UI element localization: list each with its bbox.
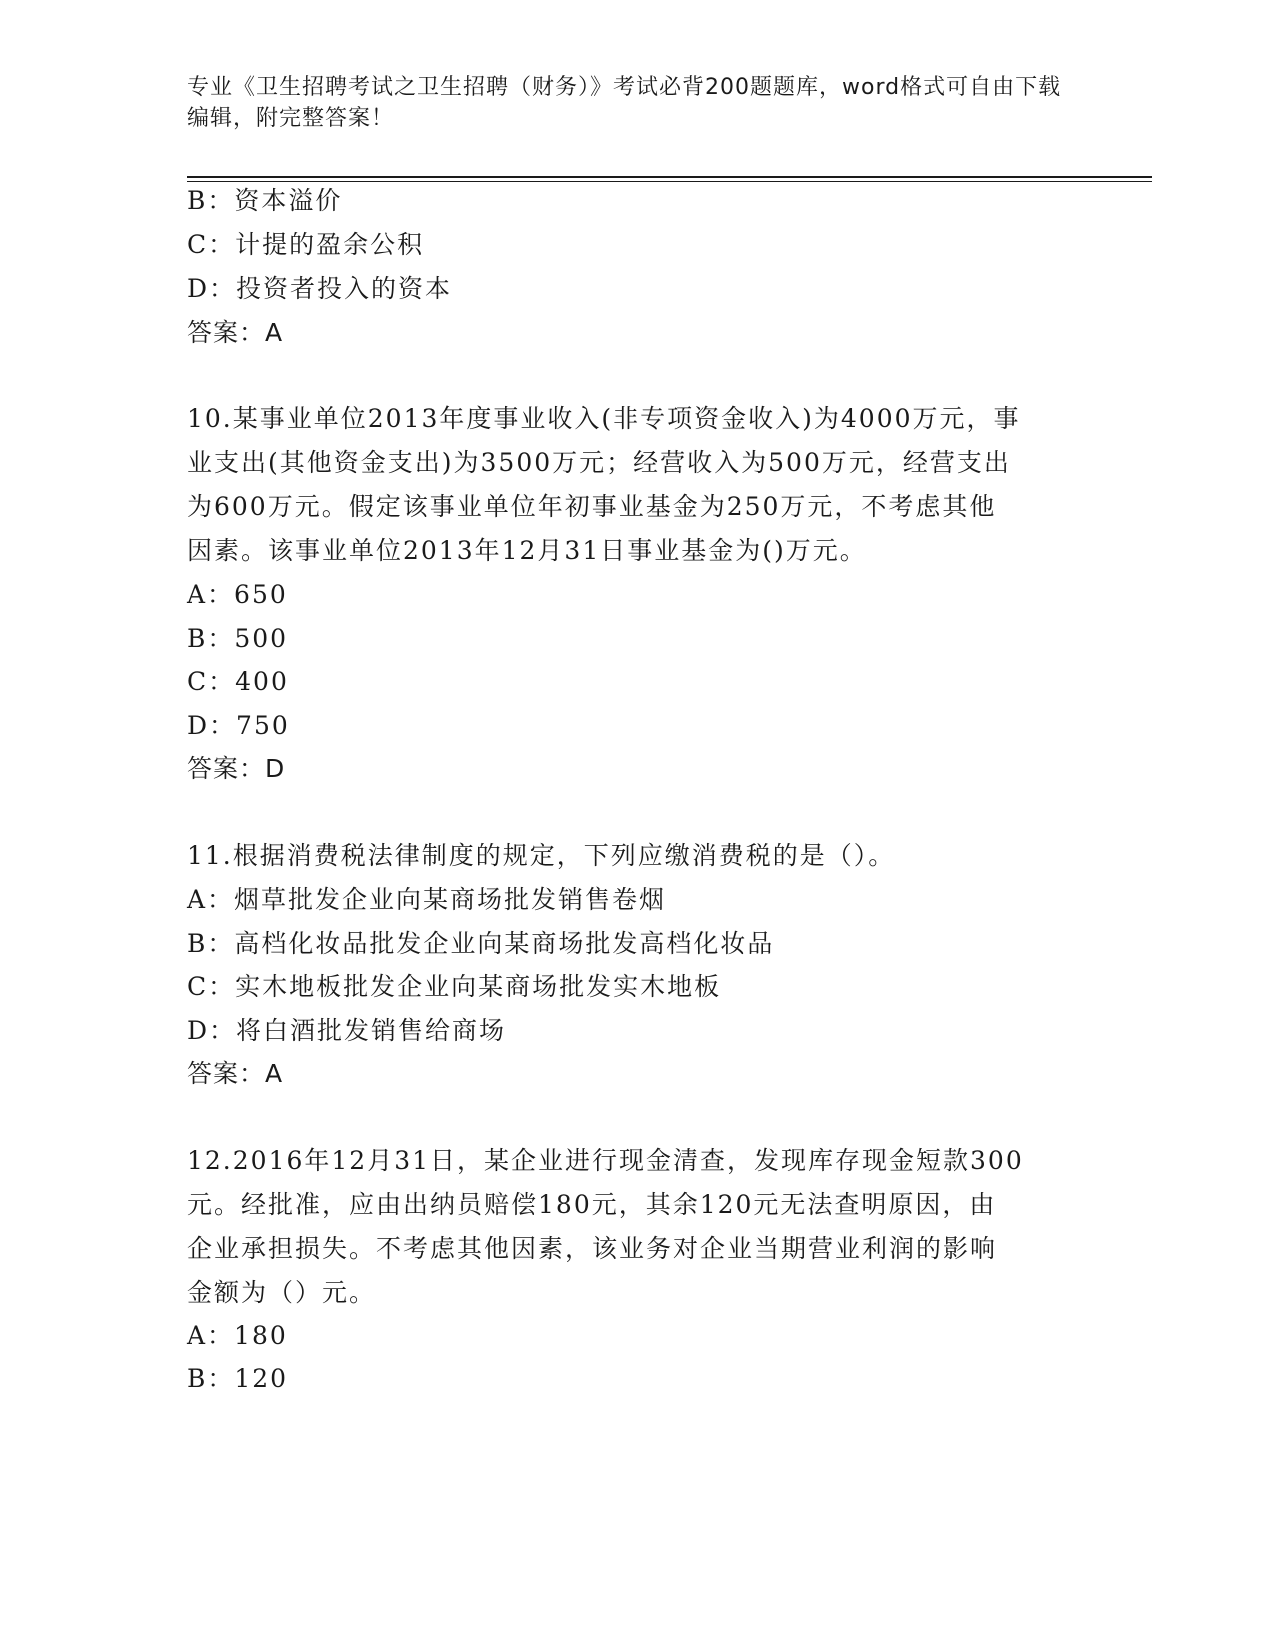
- q11-answer: 答案：A: [187, 1059, 284, 1088]
- q12-stem-line-3: 企业承担损失。不考虑其他因素，该业务对企业当期营业利润的影响: [187, 1234, 998, 1263]
- q10-stem-line-2: 业支出(其他资金支出)为3500万元；经营收入为500万元，经营支出: [187, 448, 1011, 477]
- q10-option-b: B：500: [187, 624, 289, 653]
- q9-option-c: C：计提的盈余公积: [187, 230, 425, 259]
- q10-stem-line-4: 因素。该事业单位2013年12月31日事业基金为()万元。: [187, 536, 867, 565]
- q10-stem-line-3: 为600万元。假定该事业单位年初事业基金为250万元，不考虑其他: [187, 492, 997, 521]
- q11-option-b: B：高档化妆品批发企业向某商场批发高档化妆品: [187, 929, 775, 958]
- header-divider: [187, 176, 1152, 182]
- q9-answer: 答案：A: [187, 318, 284, 347]
- q10-option-c: C：400: [187, 667, 289, 696]
- q9-option-b: B：资本溢价: [187, 186, 343, 215]
- document-header-title: 专业《卫生招聘考试之卫生招聘（财务）》考试必背200题题库，word格式可自由下载编辑，附完整答案！: [187, 75, 1062, 131]
- q10-stem-line-1: 10.某事业单位2013年度事业收入(非专项资金收入)为4000万元，事: [187, 404, 1021, 433]
- q10-answer: 答案：D: [187, 754, 286, 783]
- q12-stem-line-4: 金额为（）元。: [187, 1278, 377, 1307]
- q12-option-a: A：180: [187, 1321, 288, 1350]
- q10-option-d: D：750: [187, 711, 290, 740]
- q11-option-d: D：将白酒批发销售给商场: [187, 1016, 507, 1045]
- q9-option-d: D：投资者投入的资本: [187, 274, 453, 303]
- q11-option-c: C：实木地板批发企业向某商场批发实木地板: [187, 972, 722, 1001]
- q12-stem-line-2: 元。经批准，应由出纳员赔偿180元，其余120元无法查明原因，由: [187, 1190, 997, 1219]
- q10-option-a: A：650: [187, 580, 288, 609]
- q12-option-b: B：120: [187, 1364, 289, 1393]
- q12-stem-line-1: 12.2016年12月31日，某企业进行现金清查，发现库存现金短款300: [187, 1146, 1024, 1175]
- q11-option-a: A：烟草批发企业向某商场批发销售卷烟: [187, 885, 667, 914]
- q11-stem-line-1: 11.根据消费税法律制度的规定，下列应缴消费税的是（）。: [187, 841, 896, 870]
